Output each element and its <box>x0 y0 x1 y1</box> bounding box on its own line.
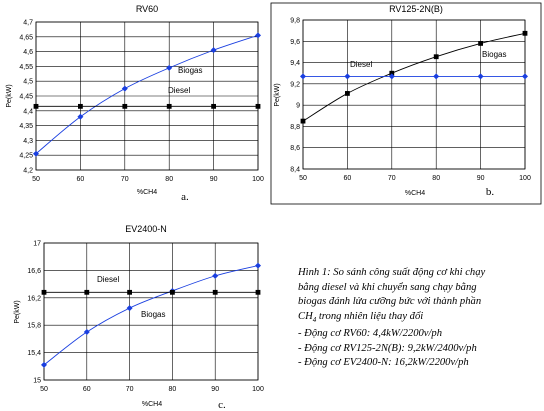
caption-line: Hình 1: So sánh công suất động cơ khi chạy <box>298 267 486 278</box>
caption-line <box>298 310 538 328</box>
y-tick-label: 4,2 <box>23 167 33 175</box>
data-point-diesel <box>170 290 175 295</box>
y-tick-label: 4,25 <box>19 152 33 160</box>
series-line-biogas <box>36 35 258 153</box>
y-tick-label: 9,4 <box>290 60 300 68</box>
data-point-biogas <box>84 329 90 335</box>
x-tick-label: 70 <box>387 175 396 182</box>
x-tick-label: 70 <box>120 176 129 183</box>
data-point-diesel <box>344 73 350 79</box>
y-tick-label: 9 <box>296 102 300 110</box>
x-tick-label: 100 <box>252 176 264 183</box>
y-tick-label: 8,8 <box>290 123 300 131</box>
data-point-diesel <box>522 73 528 79</box>
data-point-diesel <box>433 73 439 79</box>
y-tick-label: 4,4 <box>23 108 33 116</box>
y-tick-label: 15,4 <box>27 350 41 358</box>
chart-title: RV60 <box>135 4 159 14</box>
y-tick-label: 4,3 <box>23 137 33 145</box>
series-label-diesel: Diesel <box>168 86 191 95</box>
data-point-diesel <box>127 290 132 295</box>
y-tick-label: 8,4 <box>290 166 300 174</box>
x-tick-label: 100 <box>519 175 531 182</box>
subfigure-label: b. <box>485 186 495 198</box>
y-tick-label: 4,45 <box>19 93 33 101</box>
y-tick-label: 4,5 <box>23 78 33 86</box>
y-tick-label: 15 <box>33 377 41 385</box>
caption-line: - Động cơ RV125-2N(B): 9,2kW/2400v/ph <box>298 342 477 354</box>
x-tick-label: 100 <box>252 386 264 393</box>
y-tick-label: 16,2 <box>27 295 41 303</box>
series-label-biogas: Biogas <box>141 310 166 319</box>
data-point-diesel <box>78 104 83 109</box>
data-point-biogas <box>301 119 306 124</box>
caption-line: - Động cơ EV2400-N: 16,2kW/2200v/ph <box>298 357 469 369</box>
y-tick-label: 4,55 <box>19 63 33 71</box>
data-point-biogas <box>211 47 217 53</box>
caption-line: - Động cơ RV60: 4,4kW/2200v/ph <box>298 328 443 340</box>
chart-title: RV125-2N(B) <box>389 4 443 14</box>
data-point-diesel <box>256 104 261 109</box>
subfigure-label: a. <box>181 191 189 203</box>
y-tick-label: 9,2 <box>290 81 300 89</box>
x-tick-label: 90 <box>476 175 485 182</box>
y-tick-label: 17 <box>33 240 41 248</box>
figure-caption <box>298 266 538 371</box>
y-tick-label: 8,6 <box>290 145 300 153</box>
series-line-biogas <box>303 33 525 121</box>
data-point-biogas <box>434 54 439 59</box>
x-tick-label: 70 <box>125 386 134 393</box>
data-point-biogas <box>255 32 261 38</box>
data-point-biogas <box>345 91 350 96</box>
y-axis-label: Pe(kW) <box>14 300 21 324</box>
y-tick-label: 15,8 <box>27 322 41 330</box>
data-point-biogas <box>166 65 172 71</box>
y-tick-label: 4,35 <box>19 123 33 131</box>
chart-frame <box>271 3 541 204</box>
y-tick-label: 9,6 <box>290 38 300 46</box>
series-label-biogas: Biogas <box>482 50 507 59</box>
x-tick-label: 50 <box>299 175 307 182</box>
plot-area-border <box>303 20 525 169</box>
y-axis-label: Pe(kW) <box>274 83 281 107</box>
data-point-biogas <box>523 31 528 36</box>
y-tick-label: 4,6 <box>23 49 33 57</box>
x-tick-label: 50 <box>40 386 48 393</box>
data-point-diesel <box>300 73 306 79</box>
x-tick-label: 80 <box>168 386 177 393</box>
x-tick-label: 90 <box>211 386 220 393</box>
x-axis-label: %CH4 <box>136 189 158 196</box>
x-axis-label: %CH4 <box>141 401 163 408</box>
data-point-diesel <box>34 104 39 109</box>
caption-line: bằng diesel và khi chuyển sang chạy bằng <box>298 281 477 293</box>
data-point-diesel <box>122 104 127 109</box>
subfigure-label: c. <box>218 399 226 411</box>
y-tick-label: 4,65 <box>19 34 33 42</box>
data-point-diesel <box>211 104 216 109</box>
x-tick-label: 50 <box>32 176 40 183</box>
y-axis-label: Pe(kW) <box>6 84 13 108</box>
data-point-diesel <box>42 290 47 295</box>
x-tick-label: 60 <box>82 386 91 393</box>
data-point-diesel <box>167 104 172 109</box>
series-label-biogas: Biogas <box>178 66 203 75</box>
chart-title: EV2400-N <box>125 224 167 234</box>
data-point-diesel <box>478 73 484 79</box>
caption-ch: CH <box>298 310 313 322</box>
data-point-biogas <box>255 263 261 269</box>
data-point-biogas <box>212 273 218 279</box>
x-tick-label: 60 <box>76 176 85 183</box>
x-axis-label: %CH4 <box>404 190 426 197</box>
x-tick-label: 60 <box>343 175 352 182</box>
caption-ch-subscript: 4 <box>312 315 317 324</box>
data-point-biogas <box>478 41 483 46</box>
data-point-biogas <box>122 86 128 92</box>
x-tick-label: 90 <box>209 176 218 183</box>
series-label-diesel: Diesel <box>97 275 120 284</box>
caption-line: biogas đánh lửa cưỡng bức với thành phần <box>298 296 482 307</box>
data-point-diesel <box>213 290 218 295</box>
y-tick-label: 4,7 <box>23 19 33 27</box>
y-tick-label: 16,6 <box>27 267 41 275</box>
x-tick-label: 80 <box>432 175 441 182</box>
x-tick-label: 80 <box>165 176 174 183</box>
caption-ch-rest: trong nhiên liệu thay đổi <box>316 310 424 322</box>
series-label-diesel: Diesel <box>350 60 373 69</box>
y-tick-label: 9,8 <box>290 17 300 25</box>
data-point-diesel <box>256 290 261 295</box>
data-point-diesel <box>84 290 89 295</box>
data-point-biogas <box>127 305 133 311</box>
